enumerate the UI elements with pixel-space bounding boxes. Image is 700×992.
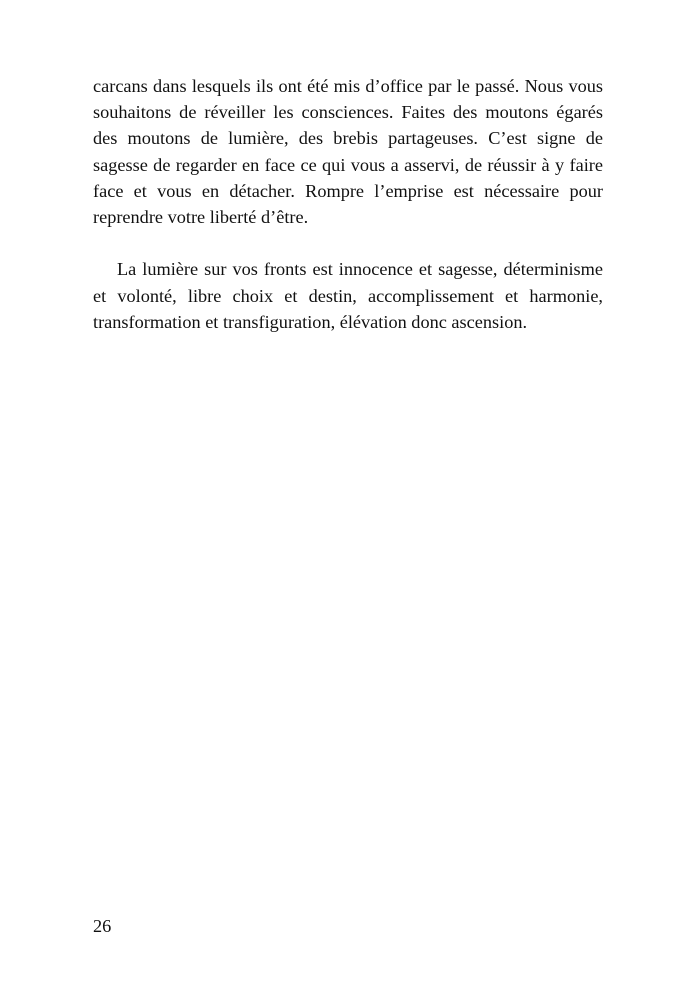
page-number: 26: [93, 916, 112, 936]
page-body: [93, 73, 603, 335]
body-paragraph-2: La lumière sur vos fronts est innocence et sagesse, déterminisme et volonté, libre choix et destin, accomplissement et harmonie, transformation et transfiguration, élévation donc ascension.: [93, 259, 603, 332]
body-paragraph-1: carcans dans lesquels ils ont été mis d’office par le passé. Nous vous souhaitons de réveiller les consciences. Faites des moutons égarés des moutons de lumière, des brebis partageuses. C’est signe de sagesse de regarder en face ce qui vous a asservi, de réussir à y faire face et vous en détacher. Rompre l’emprise est nécessaire pour reprendre votre liberté d’être.: [93, 76, 603, 228]
